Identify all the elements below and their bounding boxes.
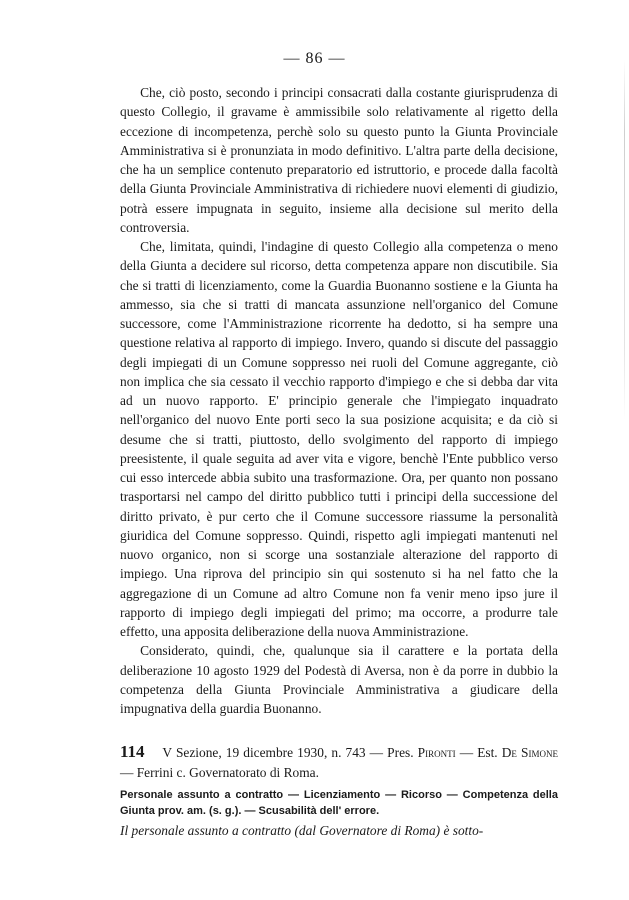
main-text <box>120 83 558 718</box>
case-keywords: Personale assunto a contratto — Licenziamento — Ricorso — Competenza della Giunta prov. am. (s. g.). — Scusabilità dell' errore. <box>120 789 558 817</box>
paragraph-1: Che, ciò posto, secondo i principi consacrati dalla costante giurisprudenza di questo Collegio, il gravame è ammissibile solo relativamente al rigetto della eccezione di incompetenza, perchè solo su questo punto la Giunta Provinciale Amministrativa si è pronunziata in modo definitivo. L'altra parte della decisione, che ha un semplice contenuto preparatorio ed istruttorio, e procede dalla facoltà della Giunta Provinciale Amministrativa di richiedere nuovi elementi di giudizio, potrà essere impugnata in seguito, insieme alla decisione sul merito della controversia. <box>120 85 558 235</box>
paragraph <box>120 641 558 718</box>
case-entry <box>120 742 558 840</box>
case-session: V Sezione, 19 dicembre 1930, n. 743 — Pres. <box>162 745 414 760</box>
case-president: Pironti <box>417 745 456 760</box>
paragraph <box>120 83 558 237</box>
case-estensore: De Simone <box>501 745 558 760</box>
case-parties: — Ferrini c. Governatorato di Roma. <box>120 765 319 780</box>
case-number: 114 <box>120 742 145 761</box>
paragraph <box>120 237 558 641</box>
paragraph-2: Che, limitata, quindi, l'indagine di questo Collegio alla competenza o meno della Giunta a decidere sul ricorso, detta competenza appare non discutibile. Sia che si tratti di licenziamento, come la Guardia Buonanno sostiene e la Giunta ha ammesso, sia che si tratti di mancata assunzione nell'organico del Comune successore, come l'Amministrazione ricorrente ha dedotto, si ha sempre una questione relativa al rapporto di impiego. Invero, quando si discute del passaggio degli impiegati di un Comune soppresso nei ruoli del Comune aggregante, ciò non implica che sia cessato il vecchio rapporto d'impiego e che si debba dar vita ad un nuovo rapporto. E' principio generale che l'impiegato inquadrato nell'organico del nuovo Ente porti seco la sua posizione acquisita; e da ciò si desume che si tratti, piuttosto, dello svolgimento del rapporto di impiego preesistente, il quale seguita ad aver vita e vigore, benchè l'Ente pubblico verso cui esso intercede abbia subito una trasformazione. Ora, per quanto non possano trasportarsi nel campo del diritto pubblico tutti i principi della successione del diritto privato, è pur certo che il Comune successore riassume la personalità giuridica del Comune soppresso. Quindi, rispetto agli impiegati mantenuti nel nuovo organico, non si scorge una sostanziale alterazione del rapporto di impiego. Una riprova del principio sin qui sostenuto si ha nel fatto che la aggregazione di un Comune ad altro Comune non fa venir meno ipso jure il rapporto di impiego degli impiegati del primo; ma occorre, a produrre tale effetto, una apposita deliberazione della nuova Amministrazione. <box>120 239 558 639</box>
paragraph-3: Considerato, quindi, che, qualunque sia il carattere e la portata della deliberazione 10 agosto 1929 del Podestà di Aversa, non è da porre in dubbio la competenza della Giunta Provinciale Amministrativa a giudicare della impugnativa della guardia Buonanno. <box>120 643 558 716</box>
page-number: — 86 — <box>283 50 346 67</box>
case-header <box>120 742 558 783</box>
scan-edge-line <box>624 60 625 420</box>
case-maxim: Il personale assunto a contratto (dal Governatore di Roma) è sotto- <box>120 823 484 838</box>
case-est-label: — Est. <box>459 745 498 760</box>
